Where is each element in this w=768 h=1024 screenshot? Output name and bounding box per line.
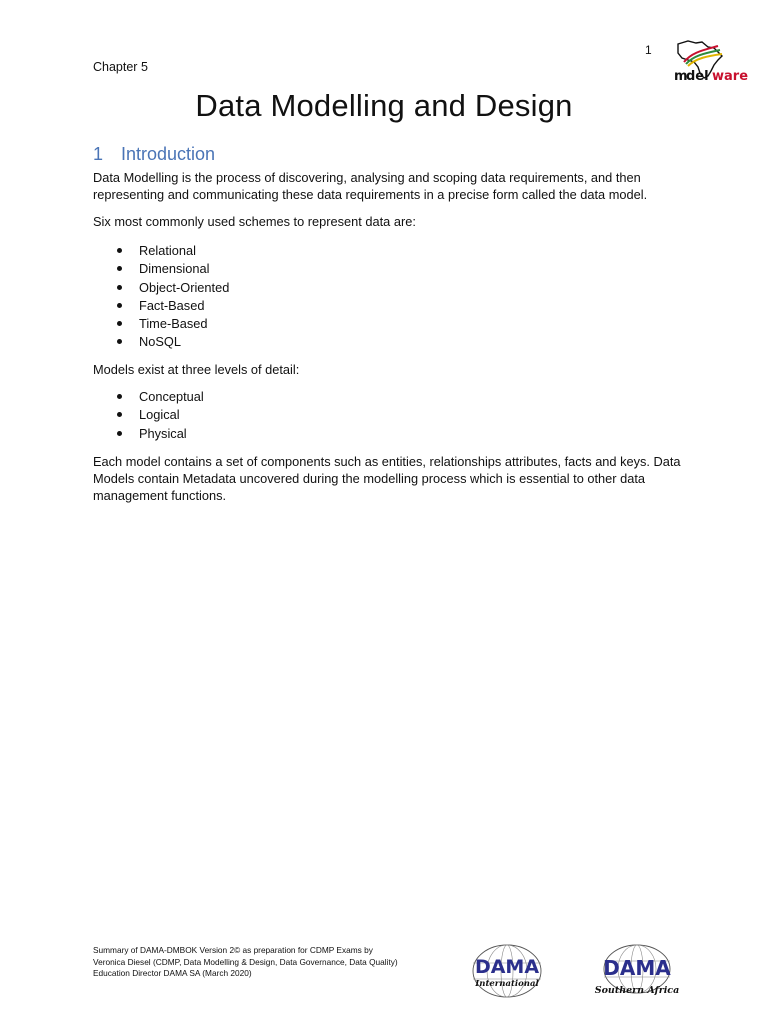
paragraph-components: Each model contains a set of components such as entities, relationships attributes, facts and keys. Data Models contain Metadata uncovered during the modelling process which is essential to other data management functions.: [93, 454, 681, 503]
page-number: 1: [645, 43, 652, 57]
list-item: Conceptual: [110, 388, 204, 406]
schemes-list: [110, 242, 229, 352]
svg-text:International: International: [475, 979, 539, 989]
bullet-icon: [117, 321, 122, 326]
list-item: Object-Oriented: [110, 279, 229, 297]
footer-summary: Summary of DAMA-DMBOK Version 2© as preparation for CDMP Exams by Veronica Diesel (CDMP, Data Modelling & Design, Data Governance, Data Quality) Education Director DAMA SA (March 2020): [93, 945, 398, 978]
section-heading: [93, 144, 215, 165]
section-title: Introduction: [121, 144, 216, 164]
bullet-icon: [117, 339, 122, 344]
bullet-icon: [117, 303, 122, 308]
paragraph-levels-intro: Models exist at three levels of detail:: [93, 362, 300, 377]
list-item: Logical: [110, 406, 204, 424]
svg-text:Southern Africa: Southern Africa: [594, 985, 680, 996]
list-item: Dimensional: [110, 260, 229, 278]
section-number: 1: [93, 144, 104, 164]
list-item: Physical: [110, 425, 204, 443]
levels-list: [110, 388, 204, 443]
page-title: Data Modelling and Design: [195, 88, 573, 123]
list-item: Fact-Based: [110, 297, 229, 315]
svg-text:DAMA: DAMA: [603, 956, 671, 980]
bullet-icon: [117, 412, 122, 417]
paragraph-definition: Data Modelling is the process of discovering, analysing and scoping data requirements, and then representing and communicating these data requirements in a precise form called the data model.: [93, 170, 648, 202]
chapter-label: Chapter 5: [93, 60, 148, 74]
paragraph-schemes-intro: Six most commonly used schemes to represent data are:: [93, 214, 416, 229]
list-item: Time-Based: [110, 315, 229, 333]
bullet-icon: [117, 266, 122, 271]
bullet-icon: [117, 248, 122, 253]
bullet-icon: [117, 431, 122, 436]
dama-international-logo: [466, 943, 548, 1001]
svg-text:DAMA: DAMA: [474, 956, 540, 978]
svg-text:ware: ware: [712, 69, 749, 82]
svg-text:del: del: [686, 69, 709, 82]
bullet-icon: [117, 285, 122, 290]
bullet-icon: [117, 394, 122, 399]
list-item: NoSQL: [110, 333, 229, 351]
dama-southern-africa-logo: [594, 943, 680, 999]
list-item: Relational: [110, 242, 229, 260]
svg-text:m: m: [674, 69, 688, 82]
modelware-logo: [664, 38, 756, 82]
